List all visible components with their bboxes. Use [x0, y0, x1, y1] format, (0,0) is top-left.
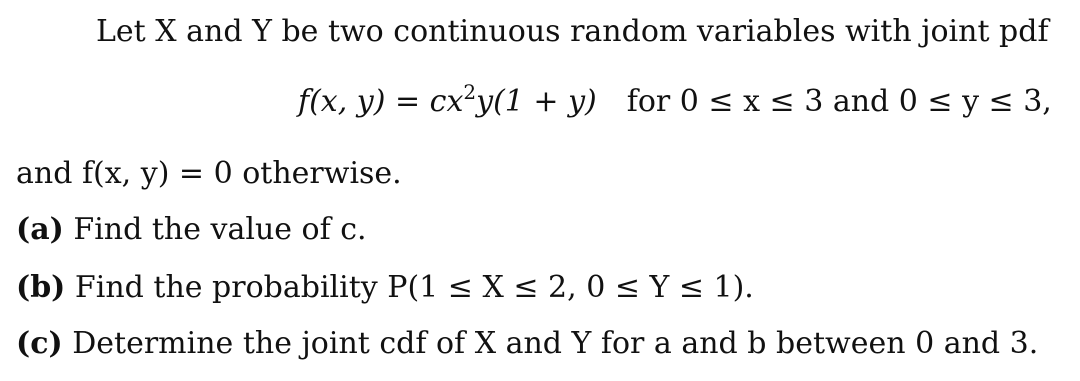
formula-lhs: f(x, y) = cx	[298, 84, 464, 119]
formula-condition: for 0 ≤ x ≤ 3 and 0 ≤ y ≤ 3,	[626, 84, 1052, 119]
formula-exponent: 2	[463, 80, 477, 104]
part-b-text: Find the probability P(1 ≤ X ≤ 2, 0 ≤ Y ≤ 1).	[74, 270, 754, 305]
part-a-label: (a)	[16, 212, 64, 247]
part-b	[16, 270, 754, 306]
part-c-label: (c)	[16, 326, 63, 361]
part-c-text: Determine the joint cdf of X and Y for a and b between 0 and 3.	[72, 326, 1039, 361]
part-a	[16, 212, 367, 248]
part-b-label: (b)	[16, 270, 66, 305]
part-c	[16, 326, 1038, 362]
pdf-formula	[298, 80, 1052, 120]
part-a-text: Find the value of c.	[73, 212, 367, 247]
problem-intro: Let X and Y be two continuous random variables with joint pdf	[96, 14, 1049, 49]
otherwise-clause: and f(x, y) = 0 otherwise.	[16, 156, 402, 191]
formula-rhs: y(1 + y)	[476, 84, 597, 119]
